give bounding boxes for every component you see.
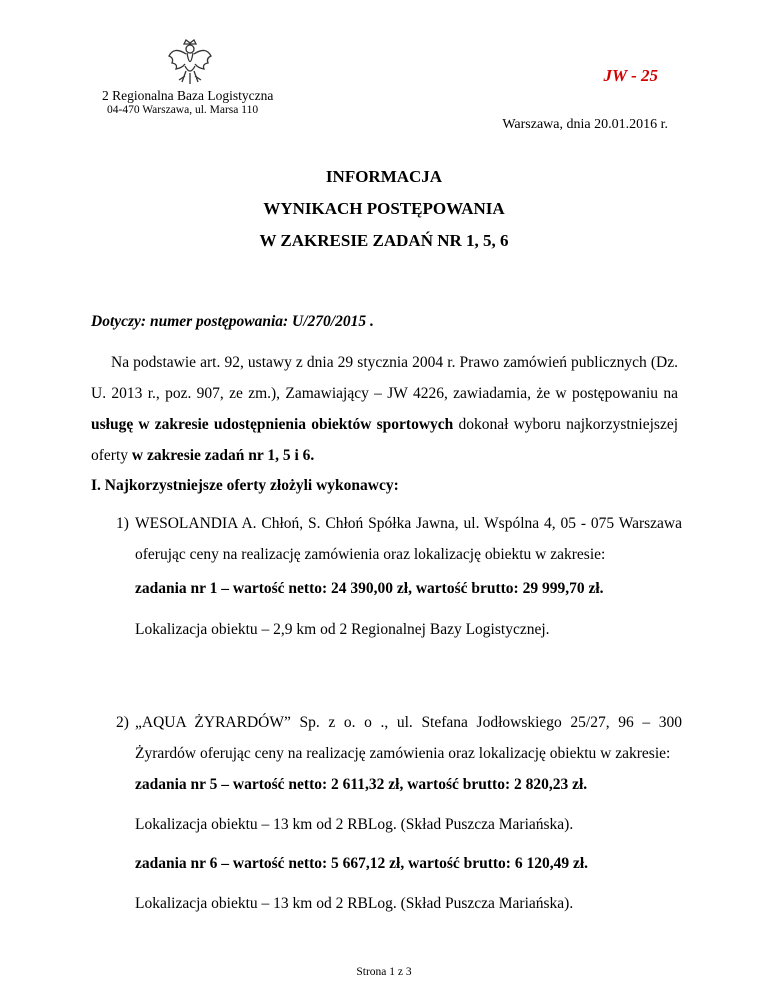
title-line-2: WYNIKACH POSTĘPOWANIA (263, 199, 505, 218)
subject-line: Dotyczy: numer postępowania: U/270/2015 . (91, 313, 374, 330)
offer-bidder: „AQUA ŻYRARDÓW” Sp. z o. o ., ul. Stefana Jodłowskiego 25/27, 96 – 300 Żyrardów oferując ceny na realizację zamówienia oraz lokalizację obiektu w zakresie: (135, 714, 682, 762)
date-line: Warszawa, dnia 20.01.2016 r. (502, 117, 668, 132)
offer-2-task-5: zadania nr 5 – wartość netto: 2 611,32 zł, wartość brutto: 2 820,23 zł. (135, 776, 588, 793)
offer-item-1 (116, 508, 682, 570)
organization-name: 2 Regionalna Baza Logistyczna (102, 88, 274, 103)
offer-number: 1) (116, 515, 129, 532)
offer-2-task-6: zadania nr 6 – wartość netto: 5 667,12 zł, wartość brutto: 6 120,49 zł. (135, 855, 589, 872)
intro-text-1: Na podstawie art. 92, ustawy z dnia 29 stycznia 2004 r. Prawo zamówień publicznych (Dz. U. 2013 r., poz. 907, ze zm.), Zamawiający – JW 4226, zawiadamia, że w postępowaniu na (91, 354, 678, 402)
intro-text-2: dokonał wyboru najkorzystniejszej oferty (91, 416, 679, 464)
section-heading: I. Najkorzystniejsze oferty złożyli wykonawcy: (91, 477, 399, 494)
page-number: Strona 1 z 3 (356, 966, 412, 978)
offer-number: 2) (116, 714, 129, 731)
offer-2-location-6: Lokalizacja obiektu – 13 km od 2 RBLog. (Skład Puszcza Mariańska). (135, 895, 574, 912)
offer-2-location-5: Lokalizacja obiektu – 13 km od 2 RBLog. (Skład Puszcza Mariańska). (135, 816, 574, 833)
intro-paragraph (91, 347, 678, 471)
intro-bold-service: usługę w zakresie udostępnienia obiektów sportowych (91, 416, 454, 433)
offer-1-location: Lokalizacja obiektu – 2,9 km od 2 Regionalnej Bazy Logistycznej. (135, 621, 550, 638)
intro-bold-tasks: w zakresie zadań nr 1, 5 i 6. (131, 447, 315, 464)
polish-eagle-emblem-icon (166, 38, 214, 90)
offer-1-task: zadania nr 1 – wartość netto: 24 390,00 zł, wartość brutto: 29 999,70 zł. (135, 580, 604, 597)
organization-address: 04-470 Warszawa, ul. Marsa 110 (107, 104, 259, 116)
title-line-3: W ZAKRESIE ZADAŃ NR 1, 5, 6 (259, 231, 509, 250)
document-code: JW - 25 (603, 66, 658, 85)
offer-item-2 (116, 707, 682, 769)
title-line-1: INFORMACJA (325, 167, 443, 186)
offer-bidder: WESOLANDIA A. Chłoń, S. Chłoń Spółka Jawna, ul. Wspólna 4, 05 - 075 Warszawa oferując ceny na realizację zamówienia oraz lokalizację obiektu w zakresie: (135, 515, 682, 563)
